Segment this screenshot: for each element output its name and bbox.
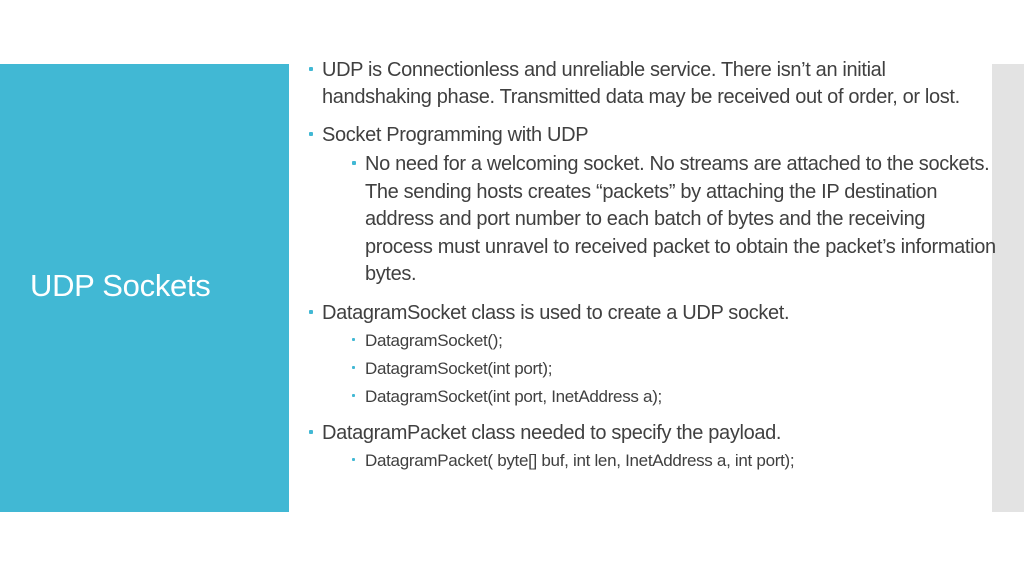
bullet-text: UDP is Connectionless and unreliable service. There isn’t an initial handshaking phase. Transmitted data may be received out of order, or lost. — [322, 59, 960, 108]
right-decorative-strip — [992, 64, 1024, 512]
sub-bullet-text: No need for a welcoming socket. No streams are attached to the sockets. The sending hosts creates “packets” by attaching the IP destination address and port number to each batch of bytes and the receiving process must unravel to received packet to obtain the packet’s information bytes. — [365, 153, 996, 285]
sub-bullet-text: DatagramSocket(int port, InetAddress a); — [365, 386, 662, 406]
slide-title: UDP Sockets — [30, 268, 211, 303]
bullet-text: DatagramSocket class is used to create a UDP socket. — [322, 301, 790, 324]
sub-bullet-text: DatagramPacket( byte[] buf, int len, InetAddress a, int port); — [365, 450, 795, 470]
bullet-udp-description — [306, 57, 996, 111]
sub-bullet-list — [322, 329, 996, 409]
sub-bullet-constructor-port — [349, 357, 996, 381]
sub-bullet-text: DatagramSocket(int port); — [365, 358, 553, 378]
sub-bullet-constructor-default — [349, 329, 996, 353]
bullet-text: Socket Programming with UDP — [322, 124, 589, 146]
sub-bullet-list — [322, 449, 996, 473]
bullet-datagram-socket — [306, 300, 996, 409]
sub-bullet-welcoming-socket — [349, 151, 996, 289]
sub-bullet-list — [322, 151, 996, 289]
bullet-text: DatagramPacket class needed to specify the payload. — [322, 421, 782, 444]
bullet-socket-programming — [306, 122, 996, 289]
sub-bullet-packet-constructor — [349, 449, 996, 473]
sub-bullet-constructor-port-address — [349, 385, 996, 409]
bullet-list — [306, 57, 996, 484]
bullet-datagram-packet — [306, 420, 996, 473]
sub-bullet-text: DatagramSocket(); — [365, 330, 503, 350]
